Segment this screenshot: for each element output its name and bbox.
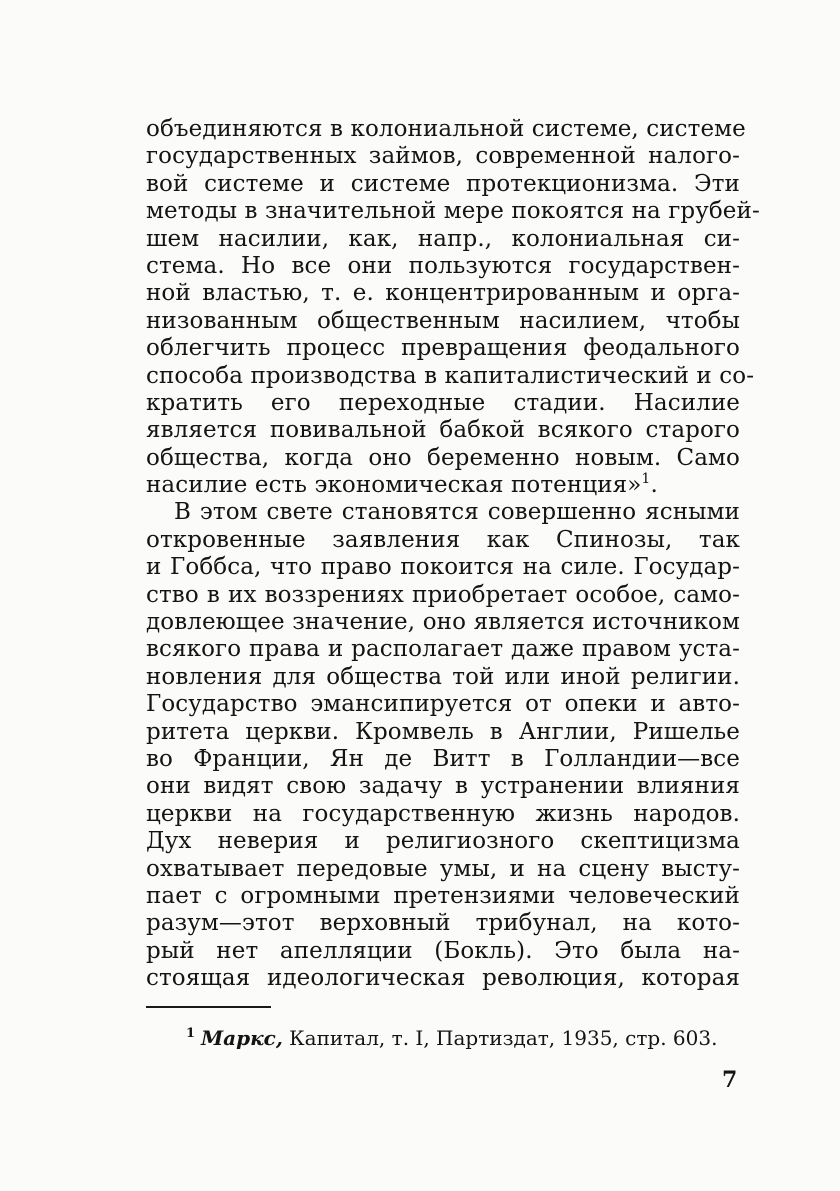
text-line: В этом свете становятся совершенно ясными [174,499,740,526]
text-line: способа производства в капиталистический и со- [146,362,755,389]
text-line: во Франции, Ян де Витт в Голландии—все [146,745,740,772]
footnote-divider [146,1006,271,1008]
text-line: государственных займов, современной налого- [146,143,740,170]
text-line: и Гоббса, что право покоится на силе. Государ- [146,554,740,581]
text-line: кратить его переходные стадии. Насилие [146,389,740,416]
text-line: ство в их воззрениях приобретает особое, само- [146,581,740,608]
text-line: охватывает передовые умы, и на сцену высту- [146,855,740,882]
text-line: ритета церкви. Кромвель в Англии, Ришелье [146,718,740,745]
text-line: шем насилии, как, напр., колониальная си- [146,225,740,252]
text-line: объединяются в колониальной системе, системе [146,116,746,142]
page-number: 7 [722,1067,738,1093]
text-line-last [146,472,740,499]
text-line: вой системе и системе протекционизма. Эти [146,170,740,197]
paragraph-1 [146,116,760,499]
footnote-author: Маркс, [201,1026,283,1050]
end-punctuation: . [650,472,658,499]
text-line: пает с огромными претензиями человеческий [146,882,740,909]
text-line: разум—этот верховный трибунал, на кото- [146,910,740,937]
paragraph-2 [146,499,740,992]
main-text [146,116,760,993]
footnote-number: 1 [186,1026,196,1041]
text-line: методы в значительной мере покоятся на грубей- [146,198,760,225]
text-line: Государство эмансипируется от опеки и авто- [146,691,740,718]
text-line: облегчить процесс превращения феодального [146,335,740,362]
footnote [186,1024,740,1052]
text-line: довлеющее значение, оно является источником [146,609,740,636]
text-line: является повивальной бабкой всякого старого [146,417,740,444]
footnote-reference[interactable]: 1 [641,471,651,488]
text-line: рый нет апелляции (Бокль). Это была на- [146,937,740,964]
text-line-content: насилие есть экономическая потенция» [146,472,642,499]
text-line: стоящая идеологическая революция, которая [146,965,740,992]
text-line: стема. Но все они пользуются государствен- [146,252,740,279]
text-line: низованным общественным насилием, чтобы [146,307,740,334]
text-line: Дух неверия и религиозного скептицизма [146,828,740,855]
text-line: церкви на государственную жизнь народов. [146,800,740,827]
text-line: они видят свою задачу в устранении влияния [146,773,740,800]
text-line: всякого права и располагает даже правом уста- [146,636,740,663]
footnote-text: Капитал, т. I, Партиздат, 1935, стр. 603. [289,1026,718,1050]
text-line: откровенные заявления как Спинозы, так [146,526,740,553]
text-line: ной властью, т. е. концентрированным и орга- [146,280,740,307]
text-line: общества, когда оно беременно новым. Само [146,444,740,471]
text-line: новления для общества той или иной религии. [146,663,740,690]
